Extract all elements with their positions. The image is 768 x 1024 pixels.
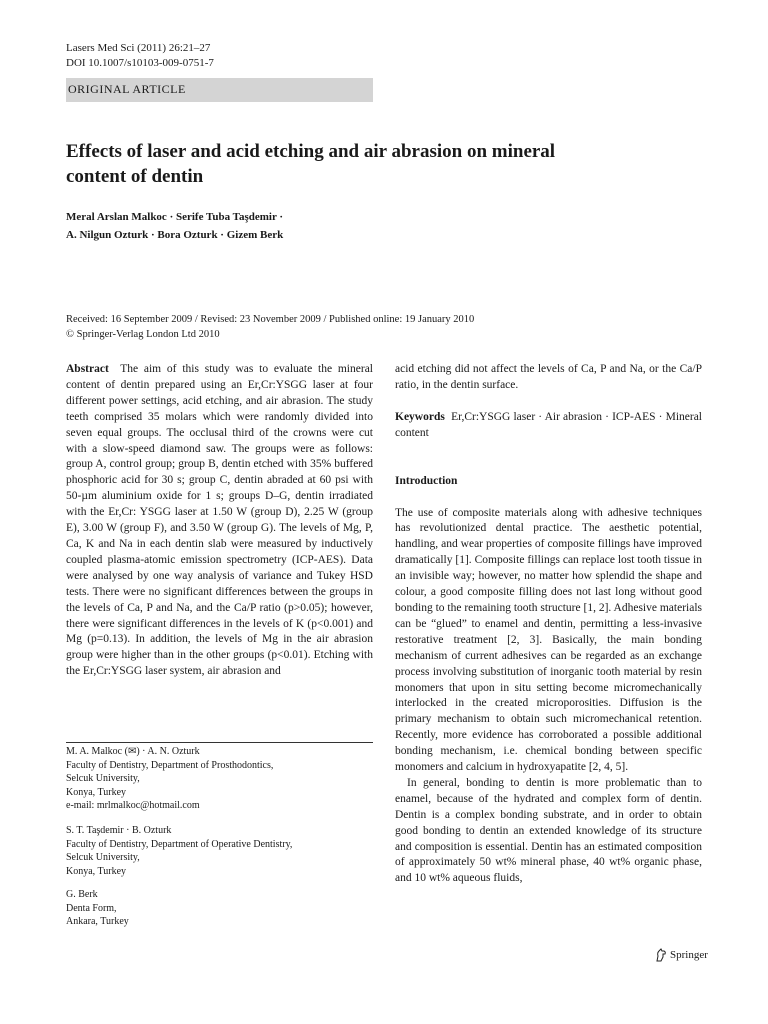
affiliation-divider [66,742,373,743]
title-line-2: content of dentin [66,166,204,187]
journal-line: Lasers Med Sci (2011) 26:21–27 [66,42,211,54]
affiliation-names: G. Berk [66,889,98,900]
introduction-paragraph-2: In general, bonding to dentin is more problematic than to enamel, because of the hydrated and complex form of dentin. Dentin is a complex bonding substrate, and in order to obtain good bonding to dentin an extended knowledge of its structure and composition is essential. Dentin has an estimated composition of approximately 50 wt% mineral phase, 40 wt% organic phase, and 10 wt% aqueous fluids, [395,776,702,885]
abstract [66,362,373,680]
article-type-banner: ORIGINAL ARTICLE [66,78,373,102]
springer-horse-icon [655,948,667,962]
affiliation-line: Denta Form, [66,902,117,914]
introduction-paragraph-1: The use of composite materials along with adhesive techniques has revolutionized dental practice. The aesthetic potential, handling, and wear properties of composite fillings have improved dramatically [1]. Composite fillings can replace lost tooth tissue in an invisible way; however, no matter how splendid the shape and colour, a good composite filling does not last long without good bonding to the remaining tooth structure [1, 2]. Adhesive materials can be “glued” to enamel and dentin, permitting a less-invasive restorative treatment [2, 3]. Basically, the main bonding mechanism of current adhesives can be regarded as an exchange process involving substitution of inorganic tooth material by resin monomers that upon in situ setting become micromechanically interlocked in the created microporosities. Diffusion is the primary mechanism to obtain such micromechanical retention. Recently, more evidence has corroborated a possible additional bonding mechanism, i.e. chemical bonding between specific monomers and calcium in hydroxyapatite [2, 4, 5]. [395,506,702,774]
copyright-line: © Springer-Verlag London Ltd 2010 [66,329,220,340]
authors-line-2: A. Nilgun Ozturk · Bora Ozturk · Gizem Berk [66,229,284,241]
doi-line: DOI 10.1007/s10103-009-0751-7 [66,57,214,69]
right-column [395,362,702,887]
publisher-name: Springer [670,949,708,961]
affiliation-names: S. T. Taşdemir · B. Ozturk [66,825,172,836]
abstract-column [66,362,373,680]
abstract-text: The aim of this study was to evaluate the mineral content of dentin prepared using an Er,Cr:YSGG laser at four different power settings, acid etching, and air abrasion. The study teeth comprised 35 molars which were randomly divided into seven equal groups. The occlusal third of the crowns were cut with a slow-speed diamond saw. The groups were as follows: group A, control group; group B, dentin etched with 35% buffered phosphoric acid for 30 s; group C, dentin abraded at 60 psi with 50-µm aluminium oxide for 1 s; groups D–G, dentin irradiated with the Er,Cr: YSGG laser at 1.50 W (group D), 2.25 W (group E), 3.00 W (group F), and 3.50 W (group G). The levels of Mg, P, Ca, K and Na in each dentin slab were measured by inductively coupled plasma-atomic emission spectrometry (ICP-AES). Data were analysed by one way analysis of variance and Tukey HSD tests. There were no significant differences between the groups in the levels of Ca, P and Na, and the Ca/P ratio (p>0.05); however, there were significant differences in the levels of K (p<0.001) and Mg (p=0.13). In addition, the levels of Mg in the air abrasion group were higher than in the other groups (p<0.01). Etching with the Er,Cr:YSGG laser system, air abrasion and [66,363,373,678]
affiliation-names: M. A. Malkoc (✉) · A. N. Ozturk [66,746,200,757]
introduction-heading: Introduction [395,474,458,487]
affiliation-2 [66,824,373,878]
affiliation-line: Faculty of Dentistry, Department of Operative Dentistry, [66,838,293,850]
affiliation-line: Faculty of Dentistry, Department of Prosthodontics, [66,759,274,771]
keywords [395,410,702,442]
affiliation-line: Konya, Turkey [66,865,127,877]
affiliation-3 [66,888,373,929]
affiliation-line: Selcuk University, [66,852,140,863]
publisher-footer [655,947,708,963]
paper-title [66,139,706,189]
affiliation-email[interactable]: e-mail: mrlmalkoc@hotmail.com [66,800,200,811]
dates-line: Received: 16 September 2009 / Revised: 23 November 2009 / Published online: 19 January 2010 [66,314,475,325]
author-list [66,208,283,244]
affiliation-line: Ankara, Turkey [66,916,129,927]
authors-line-1: Meral Arslan Malkoc · Serife Tuba Taşdemir · [66,211,284,223]
publication-dates [66,312,474,342]
title-line-1: Effects of laser and acid etching and air abrasion on mineral [66,141,556,162]
affiliation-line: Selcuk University, [66,773,140,784]
abstract-continuation: acid etching did not affect the levels of Ca, P and Na, or the Ca/P ratio, in the dentin surface. [395,363,702,391]
keywords-heading: Keywords [395,410,445,423]
abstract-heading: Abstract [66,363,109,375]
keywords-text: Er,Cr:YSGG laser · Air abrasion · ICP-AES · Mineral content [395,410,702,439]
affiliation-1 [66,745,373,813]
journal-citation [66,41,214,71]
affiliation-line: Konya, Turkey [66,786,127,798]
